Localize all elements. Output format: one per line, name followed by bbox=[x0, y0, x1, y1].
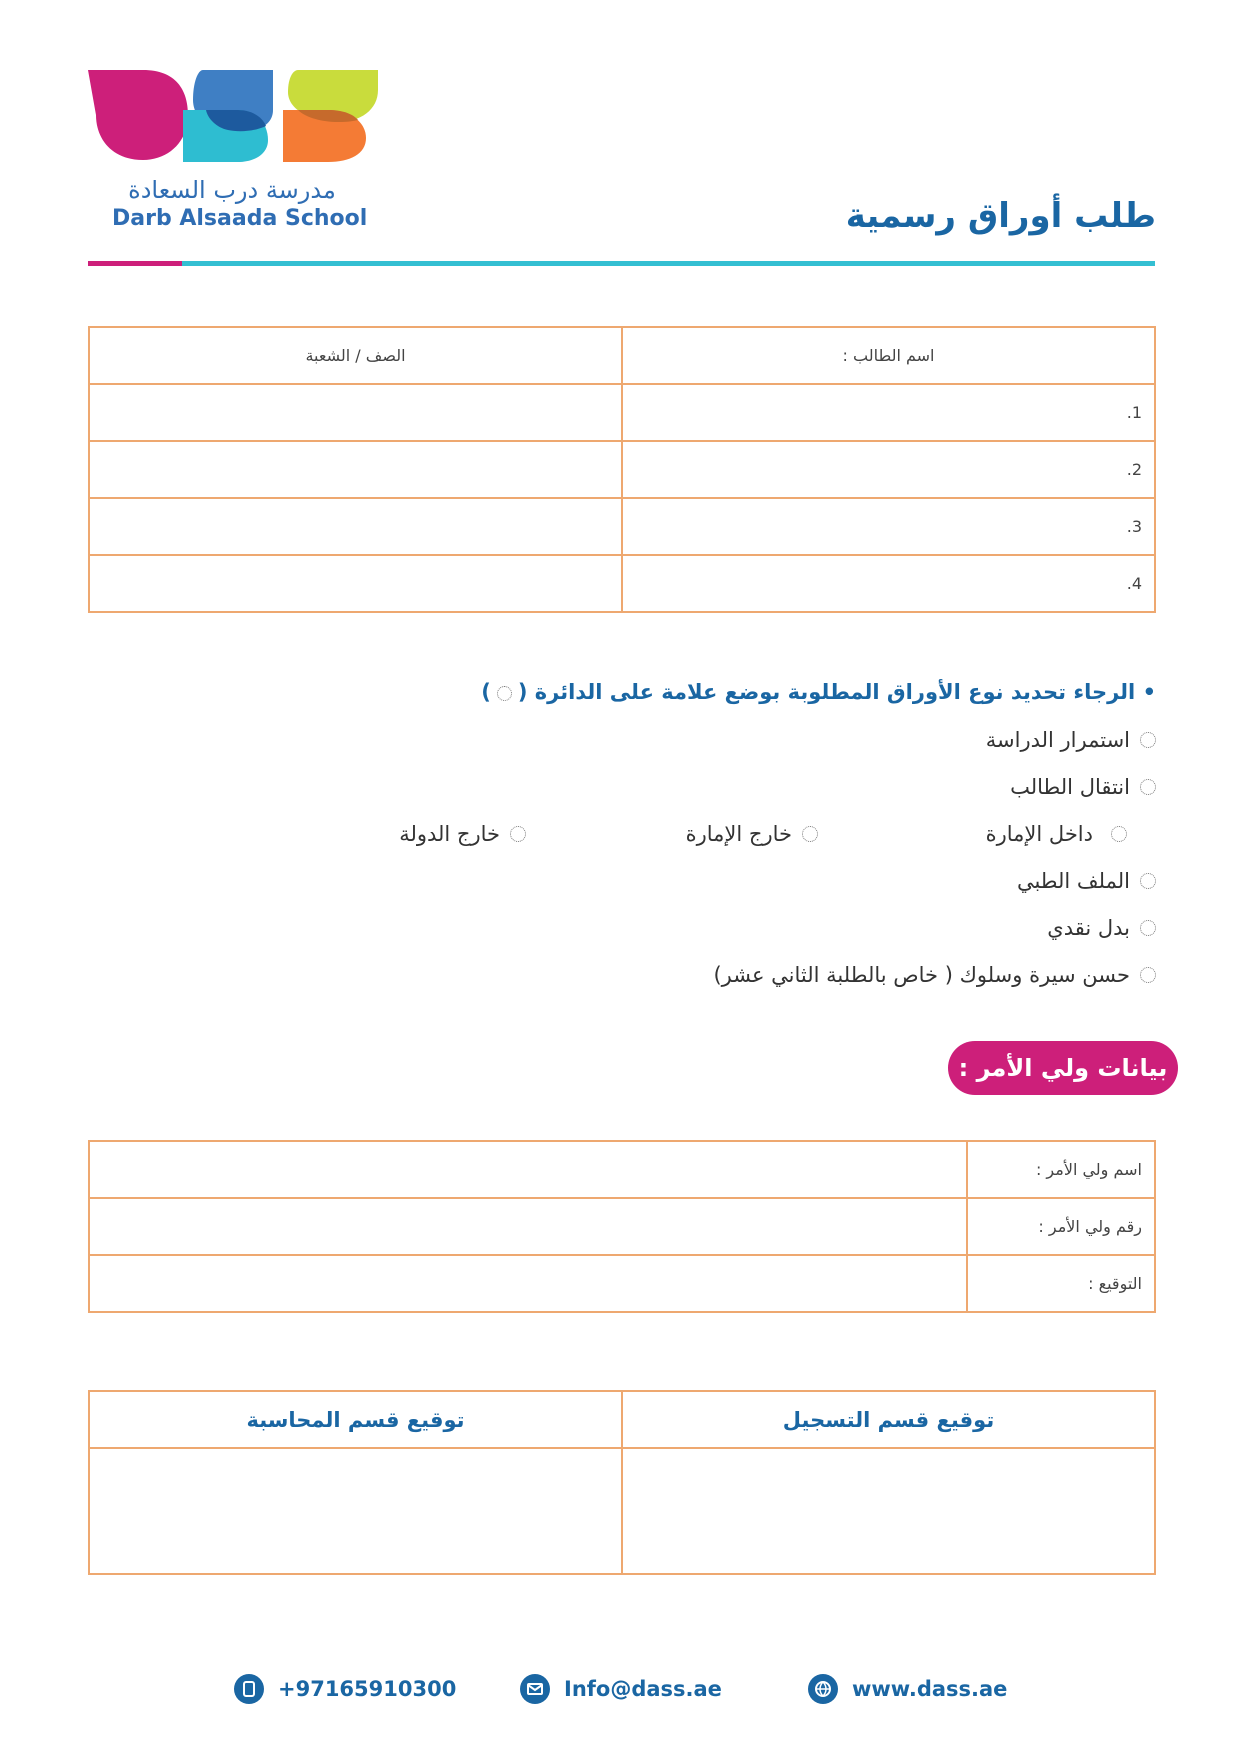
option-outside-emirate[interactable] bbox=[686, 822, 818, 846]
signature-field[interactable] bbox=[89, 1255, 967, 1312]
page-title: طلب أوراق رسمية bbox=[845, 196, 1156, 236]
option-label: انتقال الطالب bbox=[1010, 775, 1130, 799]
logo-text-arabic: مدرسة درب السعادة bbox=[128, 176, 336, 204]
email-icon bbox=[520, 1674, 550, 1704]
department-signatures-table bbox=[88, 1390, 1156, 1575]
table-header-row bbox=[89, 1391, 1155, 1448]
instruction-close: ) bbox=[481, 680, 491, 704]
guardian-name-label: اسم ولي الأمر : bbox=[967, 1141, 1155, 1198]
class-cell[interactable] bbox=[89, 498, 622, 555]
student-name-cell[interactable]: 1. bbox=[622, 384, 1155, 441]
option-label: خارج الإمارة bbox=[685, 822, 792, 846]
phone-number: +97165910300 bbox=[278, 1677, 457, 1701]
radio-icon[interactable] bbox=[1111, 826, 1127, 842]
accounting-signature-header: توقيع قسم المحاسبة bbox=[89, 1391, 622, 1448]
option-continue-study[interactable] bbox=[986, 728, 1156, 752]
signature-label: التوقيع : bbox=[967, 1255, 1155, 1312]
radio-icon[interactable] bbox=[1140, 873, 1156, 889]
guardian-table bbox=[88, 1140, 1156, 1313]
table-row bbox=[89, 1448, 1155, 1574]
table-row bbox=[89, 1198, 1155, 1255]
radio-icon[interactable] bbox=[1140, 920, 1156, 936]
option-student-transfer[interactable] bbox=[1010, 775, 1156, 799]
students-table bbox=[88, 326, 1156, 613]
class-section-header: الصف / الشعبة bbox=[89, 327, 622, 384]
footer-phone[interactable] bbox=[234, 1674, 456, 1704]
option-label: الملف الطبي bbox=[1016, 869, 1130, 893]
radio-icon[interactable] bbox=[1140, 732, 1156, 748]
guardian-phone-label: رقم ولي الأمر : bbox=[967, 1198, 1155, 1255]
option-label: استمرار الدراسة bbox=[985, 728, 1130, 752]
guardian-phone-field[interactable] bbox=[89, 1198, 967, 1255]
guardian-name-field[interactable] bbox=[89, 1141, 967, 1198]
table-row bbox=[89, 441, 1155, 498]
registration-signature-box[interactable] bbox=[622, 1448, 1155, 1574]
table-row bbox=[89, 498, 1155, 555]
student-name-cell[interactable]: 2. bbox=[622, 441, 1155, 498]
guardian-section-title: بيانات ولي الأمر : bbox=[948, 1041, 1178, 1095]
website-url: www.dass.ae bbox=[852, 1677, 1008, 1701]
header-rule-accent bbox=[88, 261, 182, 266]
class-cell[interactable] bbox=[89, 384, 622, 441]
logo-mark bbox=[88, 70, 378, 170]
option-label: خارج الدولة bbox=[399, 822, 500, 846]
option-label: حسن سيرة وسلوك ( خاص بالطلبة الثاني عشر) bbox=[713, 963, 1130, 987]
table-row bbox=[89, 555, 1155, 612]
radio-icon[interactable] bbox=[510, 826, 526, 842]
table-row bbox=[89, 1255, 1155, 1312]
radio-icon[interactable] bbox=[1140, 779, 1156, 795]
option-medical-file[interactable] bbox=[1017, 869, 1156, 893]
logo-text-english: Darb Alsaada School bbox=[112, 206, 368, 231]
option-replacement[interactable] bbox=[1047, 916, 1156, 940]
paper-type-instruction bbox=[481, 680, 1156, 704]
table-row bbox=[89, 1141, 1155, 1198]
class-cell[interactable] bbox=[89, 555, 622, 612]
student-name-cell[interactable]: 3. bbox=[622, 498, 1155, 555]
footer-website[interactable] bbox=[808, 1674, 1007, 1704]
header-rule bbox=[182, 261, 1155, 266]
option-label: بدل نقدي bbox=[1047, 916, 1130, 940]
globe-icon bbox=[808, 1674, 838, 1704]
table-row bbox=[89, 384, 1155, 441]
footer-email[interactable] bbox=[520, 1674, 722, 1704]
radio-sample-icon bbox=[497, 686, 512, 701]
registration-signature-header: توقيع قسم التسجيل bbox=[622, 1391, 1155, 1448]
radio-icon[interactable] bbox=[1140, 967, 1156, 983]
option-label: داخل الإمارة bbox=[985, 822, 1093, 846]
option-inside-emirate[interactable] bbox=[986, 822, 1127, 846]
class-cell[interactable] bbox=[89, 441, 622, 498]
option-outside-country[interactable] bbox=[399, 822, 526, 846]
option-good-conduct[interactable] bbox=[713, 963, 1156, 987]
radio-icon[interactable] bbox=[802, 826, 818, 842]
phone-icon bbox=[234, 1674, 264, 1704]
accounting-signature-box[interactable] bbox=[89, 1448, 622, 1574]
email-address: Info@dass.ae bbox=[564, 1677, 722, 1701]
instruction-text: • الرجاء تحديد نوع الأوراق المطلوبة بوضع علامة على الدائرة ( bbox=[517, 680, 1156, 704]
student-name-cell[interactable]: 4. bbox=[622, 555, 1155, 612]
student-name-header: اسم الطالب : bbox=[622, 327, 1155, 384]
table-header-row bbox=[89, 327, 1155, 384]
